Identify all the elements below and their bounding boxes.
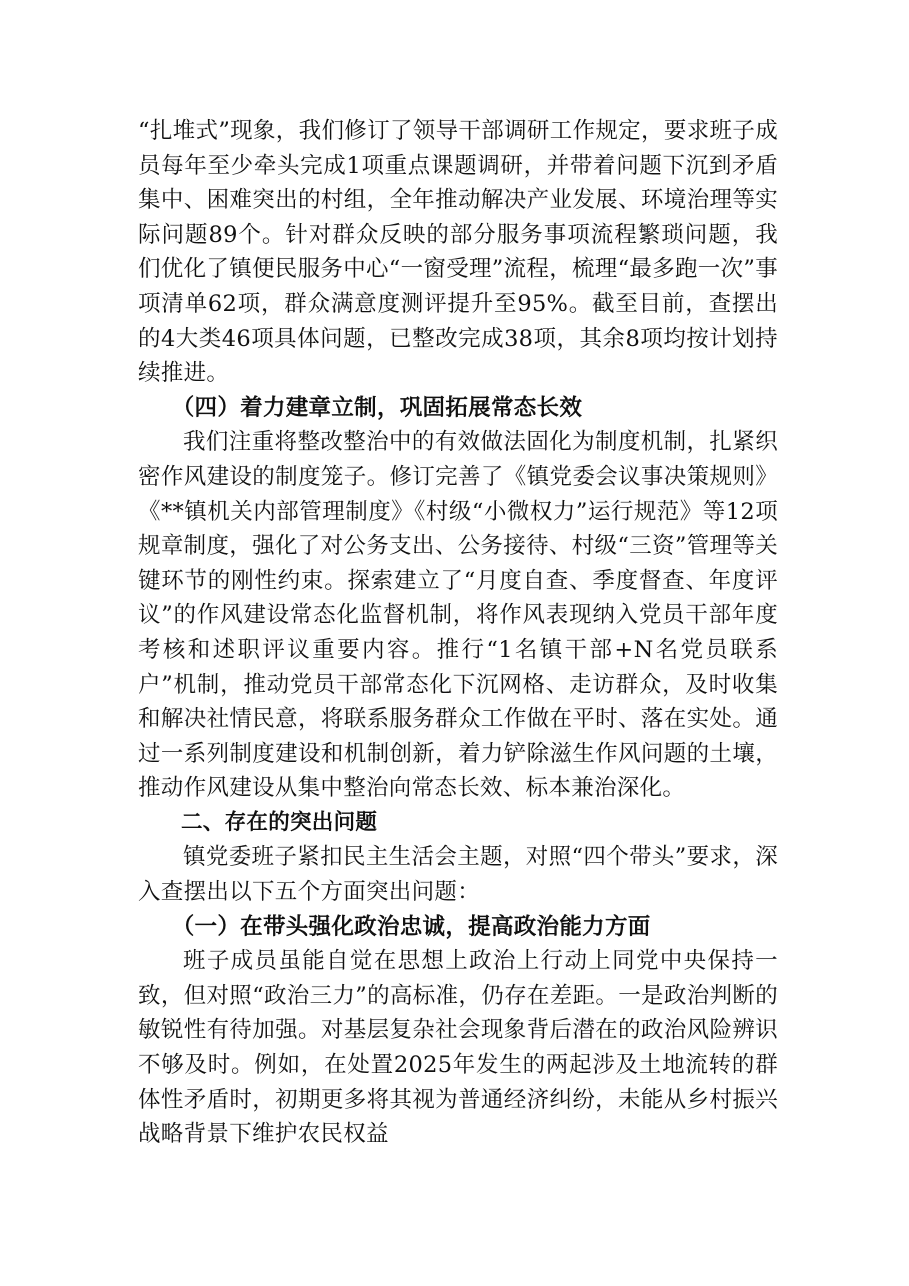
- section-subheading-4: （四）着力建章立制，巩固拓展常态长效: [171, 394, 583, 421]
- paragraph-institution-building: 我们注重将整改整治中的有效做法固化为制度机制，扎紧织密作风建设的制度笼子。修订完善了《镇党委会议事决策规则》《**镇机关内部管理制度》《村级“小微权力”运行规范》等12项规章制度，强化了对公务支出、公务接待、村级“三资”管理等关键环节的刚性约束。探索建立了“月度自查、季度督查、年度评议”的作风建设常态化监督机制，将作风表现纳入党员干部年度考核和述职评议重要内容。推行“1名镇干部+N名党员联系户”机制，推动党员干部常态化下沉网格、走访群众，及时收集和解决社情民意，将联系服务群众工作做在平时、落在实处。通过一系列制度建设和机制创新，着力铲除滋生作风问题的土壤，推动作风建设从集中整治向常态长效、标本兼治深化。: [138, 429, 778, 802]
- paragraph-political-ability: 班子成员虽能自觉在思想上政治上行动上同党中央保持一致，但对照“政治三力”的高标准，仍存在差距。一是政治判断的敏锐性有待加强。对基层复杂社会现象背后潜在的政治风险辨识不够及时。例如，在处置2025年发生的两起涉及土地流转的群体性矛盾时，初期更多将其视为普通经济纠纷，未能从乡村振兴战略背景下维护农民权益: [138, 948, 778, 1148]
- section-subheading-1: （一）在带头强化政治忠诚，提高政治能力方面: [171, 913, 651, 940]
- document-body: [138, 114, 778, 1152]
- paragraph-continued: “扎堆式”现象，我们修订了领导干部调研工作规定，要求班子成员每年至少牵头完成1项重点课题调研，并带着问题下沉到矛盾集中、困难突出的村组，全年推动解决产业发展、环境治理等实际问题89个。针对群众反映的部分服务事项流程繁琐问题，我们优化了镇便民服务中心“一窗受理”流程，梳理“最多跑一次”事项清单62项，群众满意度测评提升至95%。截至目前，查摆出的4大类46项具体问题，已整改完成38项，其余8项均按计划持续推进。: [138, 118, 779, 387]
- section-heading-2: 二、存在的突出问题: [181, 809, 378, 835]
- paragraph-problems-intro: 镇党委班子紧扣民主生活会主题，对照“四个带头”要求，深入查摆出以下五个方面突出问题：: [138, 844, 778, 906]
